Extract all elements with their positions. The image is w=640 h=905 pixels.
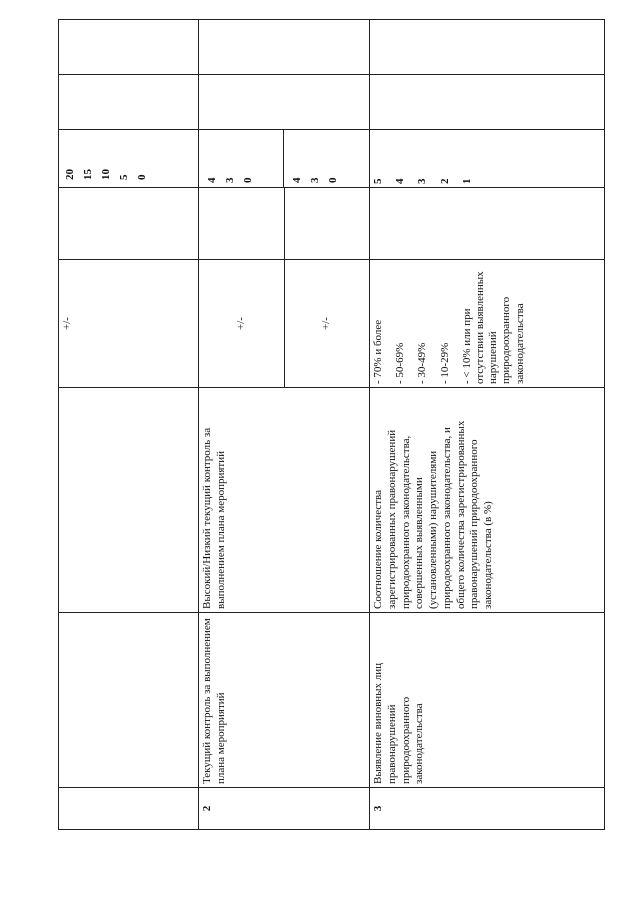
- score-value: 3: [224, 177, 236, 183]
- empty-cell: [199, 20, 370, 75]
- score-value: 15: [82, 169, 94, 180]
- indicator-name: Текущий контроль за выполнением плана мероприятий: [199, 613, 370, 788]
- score-value: 2: [438, 178, 451, 184]
- sign-b: +/-: [320, 317, 333, 330]
- score-value: 10: [100, 169, 112, 180]
- score-cell: [59, 130, 199, 188]
- score-value: 4: [291, 177, 303, 183]
- row-number: 2: [199, 788, 370, 830]
- score-value: 3: [416, 178, 429, 184]
- sign-a: +/-: [199, 260, 285, 387]
- score-value: 0: [136, 174, 148, 180]
- criterion-text: [59, 388, 199, 613]
- blank-cell: [370, 188, 605, 260]
- option-item: - < 10% или при отсутствии выявленных нарушений природоохранного законодательства: [460, 271, 526, 384]
- blank-cell: [199, 188, 370, 260]
- indicator-name: Выявление виновных лиц правонарушений природоохранного законодательства: [370, 613, 605, 788]
- score-value: 20: [64, 169, 76, 180]
- row-number: 3: [370, 788, 605, 830]
- indicator-name: [59, 613, 199, 788]
- empty-cell: [199, 75, 370, 130]
- score-list: [61, 133, 151, 184]
- criterion-text: Соотношение количества зарегистрированных правонарушений природоохранного законодательства, совершенных выявленными (установленными) нарушителями природоохранного законодательства, и общего количества зарегистрированных правонарушений природоохранного законодательства (в %): [370, 388, 605, 613]
- table-row: [59, 20, 199, 830]
- score-value: 5: [372, 178, 384, 184]
- score-cell: [370, 130, 605, 188]
- score-list: [199, 130, 284, 187]
- score-cell: [199, 130, 370, 188]
- row-number: [59, 788, 199, 830]
- score-value: 5: [118, 174, 130, 180]
- option-item: - 10-29%: [438, 342, 451, 384]
- rotated-table-container: [58, 20, 603, 830]
- score-list: [284, 130, 368, 187]
- score-value: 1: [460, 178, 473, 184]
- score-value: 4: [394, 178, 407, 184]
- option-item: - 30-49%: [416, 342, 429, 384]
- criterion-text: Высокий/Низкий текущий контроль за выполнением плана мероприятий: [199, 388, 370, 613]
- table-row: [199, 20, 370, 830]
- sign-cell: [199, 260, 370, 388]
- options-cell: [370, 260, 605, 388]
- option-item: - 70% и более: [372, 319, 384, 384]
- evaluation-table: [58, 19, 605, 830]
- score-value: 0: [242, 177, 254, 183]
- empty-cell: [59, 20, 199, 75]
- empty-cell: [370, 75, 605, 130]
- score-value: 4: [206, 177, 218, 183]
- blank-cell: [59, 188, 199, 260]
- option-list: [372, 263, 527, 384]
- empty-cell: [59, 75, 199, 130]
- option-item: - 50-69%: [394, 342, 407, 384]
- score-list: [372, 133, 474, 184]
- empty-cell: [370, 20, 605, 75]
- sign-cell: +/-: [59, 260, 199, 388]
- score-value: 3: [309, 177, 321, 183]
- table-row: [370, 20, 605, 830]
- score-value: 0: [327, 177, 339, 183]
